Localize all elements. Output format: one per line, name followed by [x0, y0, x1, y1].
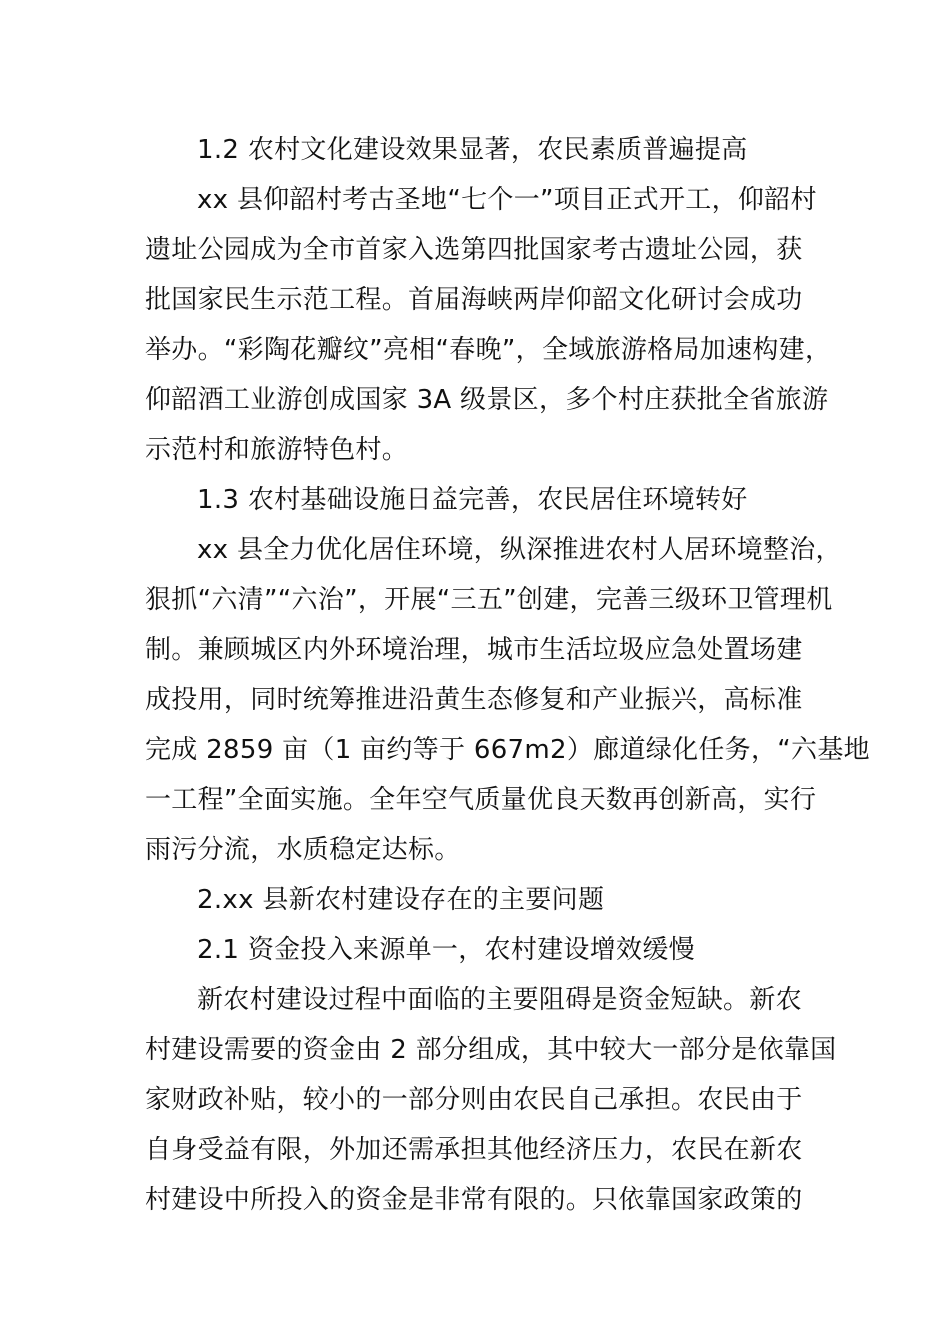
- paragraph-line: 家财政补贴，较小的一部分则由农民自己承担。农民由于: [145, 1085, 803, 1115]
- paragraph-line: 完成 2859 亩（1 亩约等于 667m2）廊道绿化任务，“六基地: [145, 735, 870, 765]
- paragraph-line: 自身受益有限，外加还需承担其他经济压力，农民在新农: [145, 1135, 803, 1165]
- paragraph-line: 遗址公园成为全市首家入选第四批国家考古遗址公园，获: [145, 235, 803, 265]
- section-heading-1-3: 1.3 农村基础设施日益完善，农民居住环境转好: [197, 485, 748, 515]
- paragraph-line: 狠抓“六清”“六治”，开展“三五”创建，完善三级环卫管理机: [145, 585, 833, 615]
- paragraph-line: 村建设中所投入的资金是非常有限的。只依靠国家政策的: [145, 1185, 803, 1215]
- paragraph-line: 成投用，同时统筹推进沿黄生态修复和产业振兴，高标准: [145, 685, 803, 715]
- section-heading-2: 2.xx 县新农村建设存在的主要问题: [197, 885, 605, 915]
- section-heading-1-2: 1.2 农村文化建设效果显著，农民素质普遍提高: [197, 135, 748, 165]
- paragraph-line: 举办。“彩陶花瓣纹”亮相“春晚”，全域旅游格局加速构建，: [145, 335, 832, 365]
- paragraph-line: 仰韶酒工业游创成国家 3A 级景区，多个村庄获批全省旅游: [145, 385, 829, 415]
- paragraph-line: xx 县全力优化居住环境，纵深推进农村人居环境整治，: [197, 535, 842, 565]
- paragraph-line: xx 县仰韶村考古圣地“七个一”项目正式开工，仰韶村: [197, 185, 817, 215]
- paragraph-line: 一工程”全面实施。全年空气质量优良天数再创新高，实行: [145, 785, 817, 815]
- paragraph-line: 批国家民生示范工程。首届海峡两岸仰韶文化研讨会成功: [145, 285, 803, 315]
- paragraph-line: 村建设需要的资金由 2 部分组成，其中较大一部分是依靠国: [145, 1035, 837, 1065]
- paragraph-line: 新农村建设过程中面临的主要阻碍是资金短缺。新农: [197, 985, 802, 1015]
- paragraph-line: 雨污分流，水质稳定达标。: [145, 835, 461, 865]
- paragraph-line: 示范村和旅游特色村。: [145, 435, 409, 465]
- paragraph-line: 制。兼顾城区内外环境治理，城市生活垃圾应急处置场建: [145, 635, 803, 665]
- section-heading-2-1: 2.1 资金投入来源单一，农村建设增效缓慢: [197, 935, 695, 965]
